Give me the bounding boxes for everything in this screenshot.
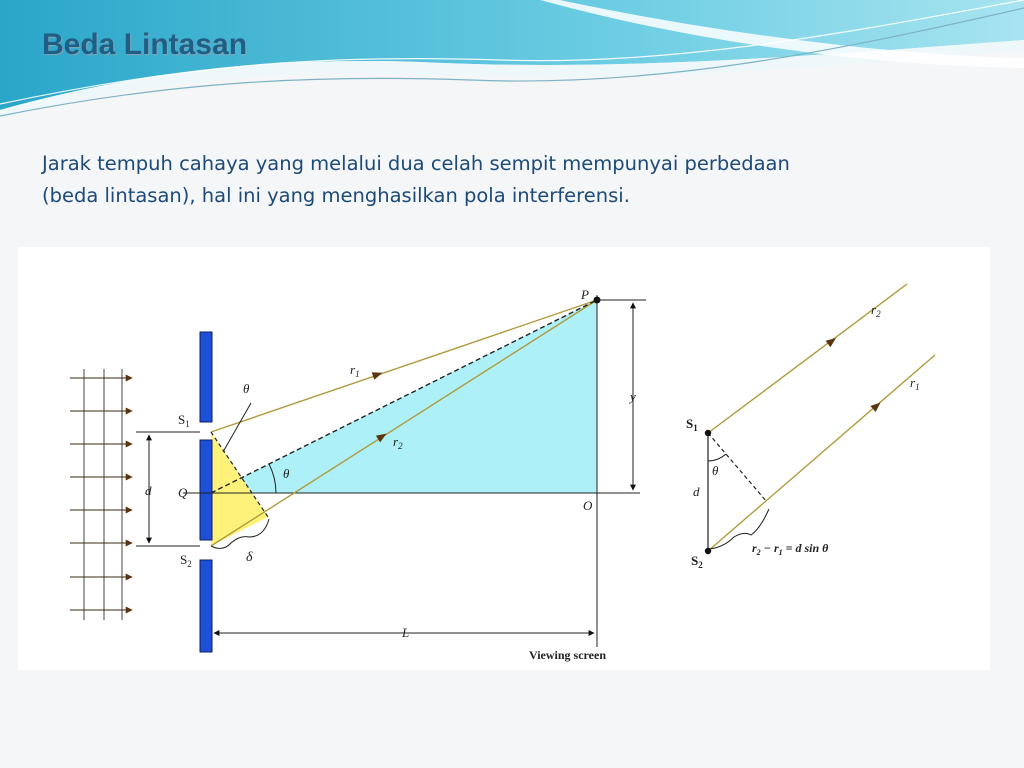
ray-r1-label: $r_1$	[350, 362, 360, 379]
slit-barrier	[200, 332, 212, 652]
distance-d-label: d	[145, 483, 152, 498]
slide-body-text	[42, 148, 962, 212]
theta-angle-label: θ	[283, 466, 290, 481]
barrier-bottom	[200, 560, 212, 652]
body-line: Jarak tempuh cahaya yang melalui dua celah sempit mempunyai perbedaan	[42, 152, 790, 175]
right-theta-arc	[708, 454, 726, 461]
right-slit-s1-dot	[705, 430, 711, 436]
ray-r2-label: $r_2$	[393, 434, 403, 451]
right-slit-s1-label: $S_1$	[686, 416, 698, 433]
incident-rays	[70, 378, 132, 610]
point-o-label: O	[583, 498, 593, 513]
barrier-top	[200, 332, 212, 422]
path-difference-formula: $r_2 - r_1 = d$ sin θ	[752, 541, 829, 557]
right-ray-r1	[708, 355, 935, 551]
right-diagram	[686, 284, 935, 570]
right-slit-s2-label: $S_2$	[691, 553, 703, 570]
viewing-screen-caption: Viewing screen	[529, 648, 606, 662]
right-slit-s2-dot	[705, 548, 711, 554]
left-diagram	[70, 287, 646, 662]
distance-y-label: y	[630, 389, 636, 404]
body-line: (beda lintasan), hal ini yang menghasilkan pola interferensi.	[42, 184, 630, 207]
double-slit-diagram	[18, 247, 990, 670]
barrier-middle	[200, 440, 212, 540]
theta-pointer	[223, 403, 251, 452]
right-ray-r1-label: $r_1$	[910, 375, 920, 392]
delta-label: δ	[246, 550, 253, 565]
double-slit-figure	[18, 247, 990, 670]
right-distance-d-label: d	[693, 484, 700, 499]
distance-l-label: L	[402, 625, 410, 640]
incident-wavefronts	[84, 369, 122, 620]
ray-r1-arrow	[372, 369, 384, 380]
slide-title: Beda Lintasan	[42, 28, 248, 61]
slit-s1-label: $S_1$	[178, 412, 190, 429]
point-p-label: P	[581, 287, 589, 302]
distance-y-marker	[597, 300, 646, 490]
slit-s2-label: $S_2$	[180, 552, 192, 569]
point-q-label: Q	[178, 485, 188, 500]
theta-top-label: θ	[243, 381, 250, 396]
right-theta-label: θ	[712, 463, 719, 478]
right-ray-r2-label: $r_2$	[871, 302, 881, 319]
right-ray-r2	[708, 284, 907, 433]
